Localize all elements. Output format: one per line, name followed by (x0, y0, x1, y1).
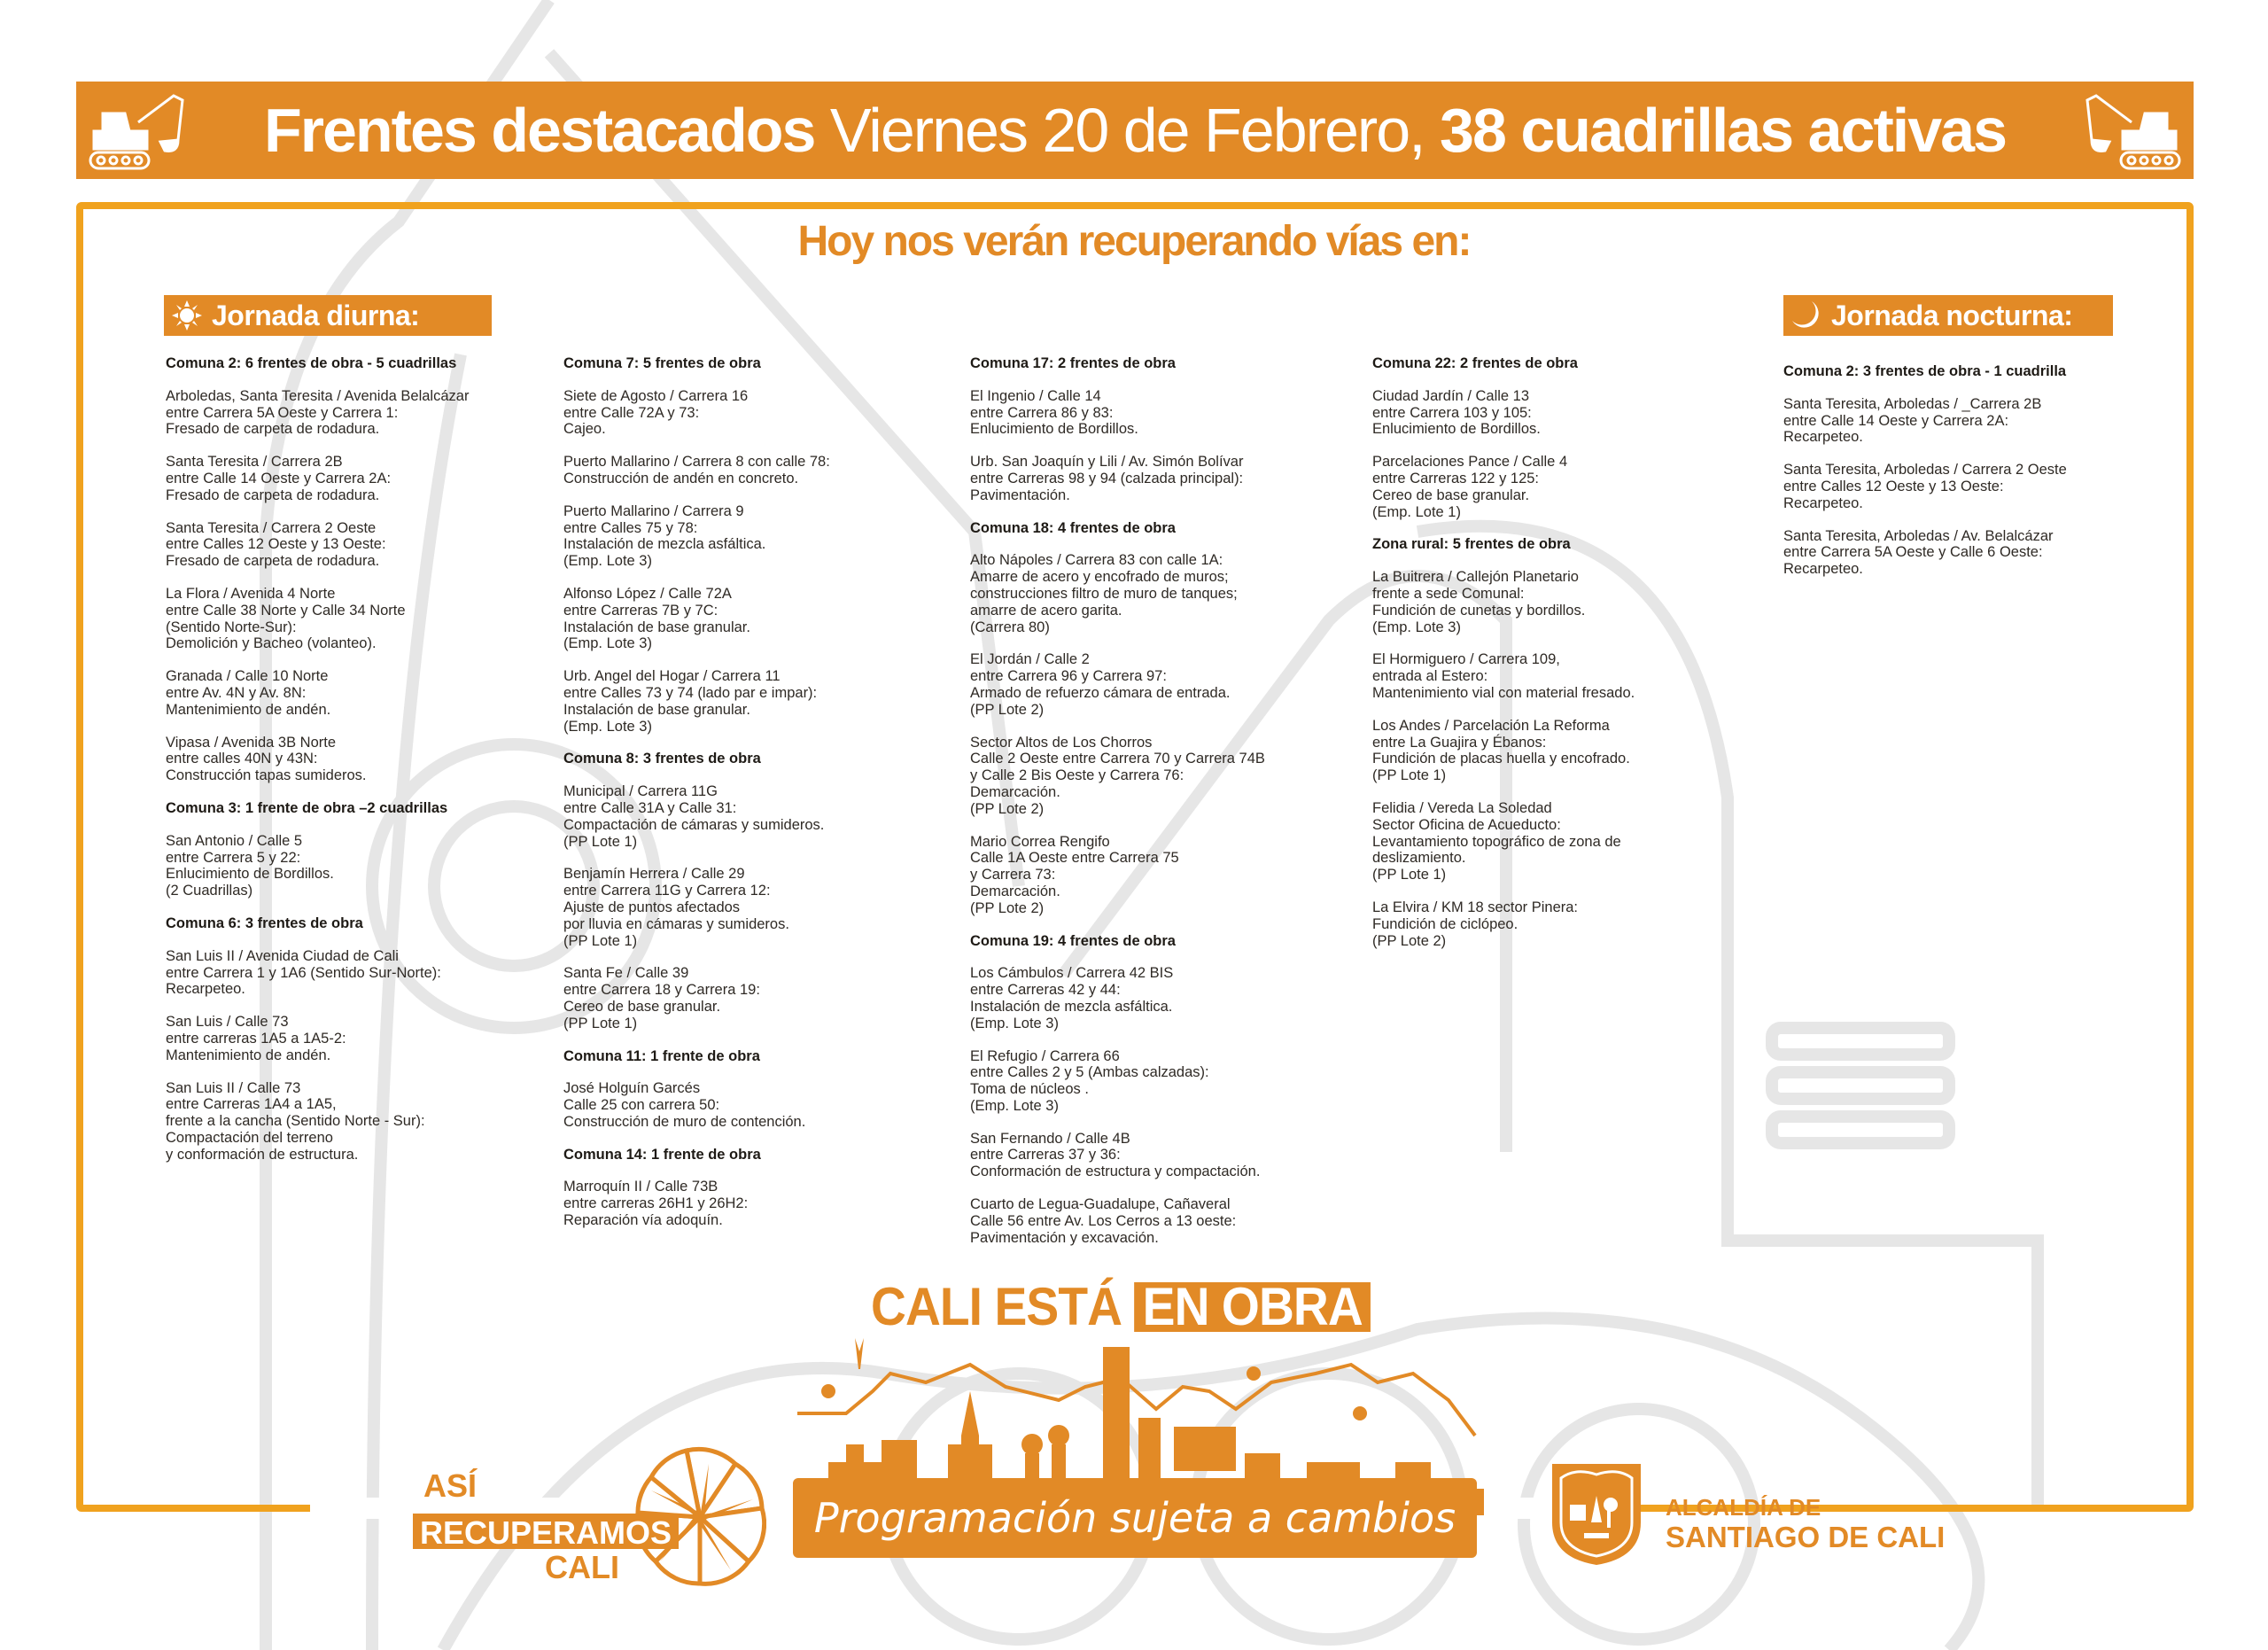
work-front-line: Fresado de carpeta de rodadura. (166, 421, 380, 438)
excavator-icon (85, 87, 191, 174)
campaign-title (871, 1276, 1371, 1337)
work-front-line: Puerto Mallarino / Carrera 8 con calle 78: (563, 454, 830, 471)
cali-esta-en-obra-logo (793, 1276, 1484, 1560)
alcaldia-line-1: ALCALDÍA DE (1666, 1494, 1821, 1521)
work-front-line: Los Cámbulos / Carrera 42 BIS (970, 965, 1174, 982)
work-front-item (563, 1179, 830, 1228)
work-front-item (166, 520, 469, 570)
work-front-line: y Calle 2 Bis Oeste y Carrera 76: (970, 767, 1184, 784)
work-front-line: entre Calle 31A y Calle 31: (563, 799, 737, 816)
comuna-title: Comuna 8: 3 frentes de obra (563, 751, 761, 767)
comuna-group (970, 933, 1265, 1247)
work-front-line: La Elvira / KM 18 sector Pinera: (1372, 899, 1579, 915)
work-front-line: (Emp. Lote 3) (970, 1015, 1059, 1031)
work-front-line: entre Carreras 42 y 44: (970, 982, 1121, 999)
work-front-line: Armado de refuerzo cámara de entrada. (970, 684, 1231, 701)
work-front-item (970, 735, 1265, 818)
work-front-line: Conformación de estructura y compactación. (970, 1164, 1261, 1180)
work-front-item (563, 586, 830, 652)
work-front-line: Ajuste de puntos afectados (563, 899, 741, 915)
work-front-line: Benjamín Herrera / Calle 29 (563, 866, 745, 883)
work-front-item (563, 866, 830, 949)
work-front-line: (Emp. Lote 3) (563, 553, 652, 570)
comuna-title: Comuna 6: 3 frentes de obra (166, 915, 363, 931)
alcaldia-line-2: SANTIAGO DE CALI (1666, 1521, 1946, 1553)
work-front-line: Recarpeteo. (166, 981, 245, 998)
work-front-line: Los Andes / Parcelación La Reforma (1372, 717, 1610, 734)
work-front-item (970, 965, 1265, 1031)
comuna-group (563, 1147, 830, 1229)
work-front-line: entre Carrera 5A Oeste y Calle 6 Oeste: (1783, 544, 2043, 561)
work-front-line: Construcción de andén en concreto. (563, 470, 799, 486)
work-front-line: Instalación de mezcla asfáltica. (970, 998, 1173, 1015)
work-front-line: entre Carreras 37 y 36: (970, 1147, 1121, 1164)
sun-icon (171, 300, 203, 331)
work-front-line: San Luis / Calle 73 (166, 1014, 289, 1031)
work-front-line: Parcelaciones Pance / Calle 4 (1372, 454, 1568, 471)
work-front-line: entre Carreras 1A4 a 1A5, (166, 1096, 337, 1113)
comuna-title: Comuna 18: 4 frentes de obra (970, 519, 1176, 536)
work-front-line: (PP Lote 2) (970, 899, 1045, 916)
campaign-title-part1: CALI ESTÁ (871, 1277, 1135, 1336)
comuna-group (1783, 363, 2067, 578)
work-front-line: Santa Teresita, Arboledas / Av. Belalcázar (1783, 527, 2054, 544)
work-front-line: Fresado de carpeta de rodadura. (166, 486, 380, 503)
work-front-line: entre La Guajira y Ébanos: (1372, 734, 1547, 751)
work-front-line: Sector Altos de Los Chorros (970, 734, 1153, 751)
work-front-line: Cajeo. (563, 421, 606, 438)
comuna-title: Comuna 22: 2 frentes de obra (1372, 355, 1578, 371)
work-front-line: por lluvia en cámaras y sumideros. (563, 915, 789, 932)
comuna-group (166, 355, 469, 784)
page-title (264, 95, 2006, 166)
campaign-title-part2: EN OBRA (1134, 1282, 1371, 1332)
work-front-line: Mantenimiento de andén. (166, 1047, 331, 1063)
night-shift-label (1783, 295, 2113, 336)
work-front-line: Fundición de cunetas y bordillos. (1372, 602, 1586, 619)
work-front-line: Recarpeteo. (1783, 561, 1863, 578)
work-front-line: Cereo de base granular. (1372, 486, 1530, 503)
work-front-line: entre Carreras 122 y 125: (1372, 470, 1540, 486)
work-front-line: entre Calle 14 Oeste y Carrera 2A: (1783, 412, 2009, 429)
work-front-item (166, 454, 469, 503)
comuna-title: Comuna 3: 1 frente de obra –2 cuadrillas (166, 799, 448, 816)
work-front-line: entre Carrera 5 y 22: (166, 849, 301, 866)
night-column (1783, 363, 2067, 594)
work-front-line: Urb. Angel del Hogar / Carrera 11 (563, 668, 781, 685)
comuna-title: Comuna 14: 1 frente de obra (563, 1146, 761, 1163)
work-front-line: Instalación de base granular. (563, 619, 750, 635)
work-front-item (970, 651, 1265, 718)
work-front-line: (Sentido Norte-Sur): (166, 619, 297, 635)
day-shift-label (164, 295, 492, 336)
work-front-line: (PP Lote 2) (970, 701, 1045, 718)
work-front-line: Vipasa / Avenida 3B Norte (166, 734, 337, 751)
work-front-line: (2 Cuadrillas) (166, 883, 253, 899)
work-front-item (1372, 651, 1635, 701)
day-column-2 (563, 355, 830, 1245)
work-front-line: Arboledas, Santa Teresita / Avenida Belalcázar (166, 387, 470, 404)
work-front-item (166, 1014, 469, 1063)
comuna-title: Comuna 2: 6 frentes de obra - 5 cuadrillas (166, 355, 457, 371)
asi-line-2: RECUPERAMOS (420, 1514, 672, 1551)
work-front-line: entre carreras 26H1 y 26H2: (563, 1195, 749, 1212)
work-front-line: entre Calles 12 Oeste y 13 Oeste: (166, 536, 386, 553)
comuna-group (970, 520, 1265, 917)
work-front-line: entre Carrera 86 y 83: (970, 404, 1114, 421)
work-front-line: (PP Lote 1) (563, 932, 638, 949)
work-front-line: Pavimentación y excavación. (970, 1229, 1159, 1246)
work-front-line: entre Av. 4N y Av. 8N: (166, 684, 307, 701)
work-front-line: entrada al Estero: (1372, 668, 1488, 685)
asi-line-1: ASÍ (423, 1467, 478, 1504)
title-crews: 38 cuadrillas activas (1440, 96, 2007, 165)
header-banner (76, 82, 2194, 179)
work-front-line: San Fernando / Calle 4B (970, 1130, 1130, 1147)
work-front-item (166, 388, 469, 438)
work-front-item (1783, 396, 2067, 446)
day-column-4 (1372, 355, 1635, 965)
work-front-line: Puerto Mallarino / Carrera 9 (563, 502, 744, 519)
work-front-line: Mario Correa Rengifo (970, 833, 1110, 850)
excavator-icon (2078, 87, 2185, 174)
work-front-item (970, 1048, 1265, 1115)
work-front-item (1783, 528, 2067, 578)
work-front-line: Calle 1A Oeste entre Carrera 75 (970, 850, 1179, 867)
work-front-item (970, 1131, 1265, 1180)
work-front-line: El Hormiguero / Carrera 109, (1372, 651, 1560, 668)
work-front-line: Alto Nápoles / Carrera 83 con calle 1A: (970, 552, 1223, 569)
work-front-line: Fundición de ciclópeo. (1372, 915, 1518, 932)
work-front-line: Santa Teresita, Arboledas / Carrera 2 Oeste (1783, 462, 2067, 479)
comuna-group (563, 1048, 830, 1131)
work-front-line: Demarcación. (970, 783, 1060, 800)
work-front-line: La Flora / Avenida 4 Norte (166, 585, 336, 602)
comuna-title: Comuna 2: 3 frentes de obra - 1 cuadrilla (1783, 363, 2067, 379)
work-front-line: José Holguín Garcés (563, 1080, 701, 1097)
work-front-line: Toma de núcleos . (970, 1081, 1089, 1098)
work-front-line: Cereo de base granular. (563, 998, 721, 1015)
work-front-item (1372, 388, 1635, 438)
work-front-line: Municipal / Carrera 11G (563, 783, 718, 800)
work-front-line: (Emp. Lote 3) (970, 1097, 1059, 1114)
work-front-line: entre Calles 2 y 5 (Ambas calzadas): (970, 1064, 1209, 1081)
work-front-line: El Jordán / Calle 2 (970, 651, 1090, 668)
work-front-line: Instalación de base granular. (563, 701, 750, 718)
work-front-line: Santa Teresita, Arboledas / _Carrera 2B (1783, 395, 2042, 412)
work-front-item (563, 388, 830, 438)
comuna-title: Comuna 19: 4 frentes de obra (970, 932, 1176, 949)
work-front-line: entre Calles 73 y 74 (lado par e impar): (563, 684, 818, 701)
work-front-line: Calle 2 Oeste entre Carrera 70 y Carrera 74B (970, 751, 1265, 767)
work-front-line: Sector Oficina de Acueducto: (1372, 816, 1561, 833)
night-shift-title: Jornada nocturna: (1831, 299, 2073, 331)
work-front-line: (Emp. Lote 3) (1372, 619, 1461, 635)
work-front-line: Enlucimiento de Bordillos. (1372, 421, 1541, 438)
title-date: Viernes 20 de Febrero, (814, 96, 1441, 165)
work-front-line: entre Carrera 1 y 1A6 (Sentido Sur-Norte): (166, 964, 441, 981)
work-front-item (1783, 462, 2067, 511)
comuna-title: Comuna 7: 5 frentes de obra (563, 355, 761, 371)
comuna-group (1372, 355, 1635, 520)
work-front-line: construcciones filtro de muro de tanques; (970, 585, 1238, 602)
work-front-line: Demolición y Bacheo (volanteo). (166, 635, 377, 652)
work-front-line: El Ingenio / Calle 14 (970, 387, 1101, 404)
work-front-item (166, 1080, 469, 1164)
work-front-line: (PP Lote 2) (970, 800, 1045, 817)
work-front-line: frente a sede Comunal: (1372, 585, 1525, 602)
work-front-line: La Buitrera / Callejón Planetario (1372, 569, 1579, 586)
work-front-line: Levantamiento topográfico de zona de (1372, 833, 1621, 850)
work-front-line: Mantenimiento vial con material fresado. (1372, 684, 1635, 701)
work-front-line: entre Calle 14 Oeste y Carrera 2A: (166, 470, 392, 486)
work-front-line: San Luis II / Avenida Ciudad de Cali (166, 947, 399, 964)
work-front-line: San Luis II / Calle 73 (166, 1079, 301, 1096)
work-front-line: (PP Lote 1) (563, 833, 638, 850)
day-column-1 (166, 355, 469, 1179)
work-front-line: Construcción de muro de contención. (563, 1113, 806, 1130)
work-front-item (563, 503, 830, 570)
work-front-line: (PP Lote 1) (1372, 867, 1447, 883)
work-front-line: y conformación de estructura. (166, 1146, 359, 1163)
work-front-line: Santa Teresita / Carrera 2 Oeste (166, 519, 377, 536)
work-front-item (1372, 899, 1635, 949)
work-front-line: entre Carreras 7B y 7C: (563, 602, 718, 619)
work-front-item (166, 948, 469, 998)
subtitle: Hoy nos verán recuperando vías en: (797, 218, 1471, 265)
work-front-item (563, 668, 830, 735)
work-front-line: Pavimentación. (970, 486, 1070, 503)
work-front-item (1372, 718, 1635, 784)
work-front-item (166, 735, 469, 784)
comuna-group (970, 355, 1265, 504)
work-front-item (563, 1080, 830, 1130)
comuna-group (1372, 536, 1635, 949)
work-front-line: Recarpeteo. (1783, 429, 1863, 446)
work-front-line: Cuarto de Legua-Guadalupe, Cañaveral (970, 1196, 1231, 1213)
work-front-line: (PP Lote 2) (1372, 932, 1447, 949)
comuna-group (563, 355, 830, 735)
work-front-item (1372, 569, 1635, 635)
work-front-line: Fresado de carpeta de rodadura. (166, 553, 380, 570)
work-front-item (563, 783, 830, 850)
work-front-line: Granada / Calle 10 Norte (166, 668, 329, 685)
work-front-line: entre Carrera 18 y Carrera 19: (563, 982, 760, 999)
schedule-notice: Programación sujeta a cambios (793, 1478, 1477, 1558)
work-front-item (970, 1196, 1265, 1246)
work-front-line: entre carreras 1A5 a 1A5-2: (166, 1030, 346, 1047)
comuna-title: Zona rural: 5 frentes de obra (1372, 536, 1571, 553)
work-front-item (563, 454, 830, 487)
work-front-item (970, 552, 1265, 635)
work-front-line: Fundición de placas huella y encofrado. (1372, 751, 1630, 767)
work-front-line: (Carrera 80) (970, 619, 1050, 635)
work-front-line: Amarre de acero y encofrado de muros; (970, 569, 1229, 586)
work-front-line: Compactación del terreno (166, 1129, 333, 1146)
work-front-line: entre Calles 12 Oeste y 13 Oeste: (1783, 478, 2004, 494)
comuna-group (166, 800, 469, 899)
work-front-line: Siete de Agosto / Carrera 16 (563, 387, 749, 404)
work-front-line: entre Carrera 103 y 105: (1372, 404, 1532, 421)
work-front-line: entre Carrera 11G y Carrera 12: (563, 883, 771, 899)
day-shift-title: Jornada diurna: (212, 299, 420, 331)
work-front-item (166, 668, 469, 718)
work-front-line: San Antonio / Calle 5 (166, 832, 303, 849)
work-front-line: Ciudad Jardín / Calle 13 (1372, 387, 1530, 404)
work-front-line: (Emp. Lote 3) (563, 718, 652, 735)
work-front-line: (PP Lote 1) (563, 1015, 638, 1031)
asi-line-3: CALI (545, 1549, 619, 1585)
work-front-line: Alfonso López / Calle 72A (563, 585, 732, 602)
work-front-line: (PP Lote 1) (1372, 767, 1447, 784)
comuna-title: Comuna 17: 2 frentes de obra (970, 355, 1176, 371)
work-front-item (1372, 800, 1635, 883)
work-front-item (970, 454, 1265, 503)
work-front-line: entre Calle 72A y 73: (563, 404, 700, 421)
coat-of-arms-icon (1549, 1460, 1644, 1568)
work-front-line: frente a la cancha (Sentido Norte - Sur): (166, 1113, 425, 1130)
work-front-line: Reparación vía adoquín. (563, 1212, 723, 1229)
work-front-line: entre Calle 38 Norte y Calle 34 Norte (166, 602, 406, 619)
work-front-line: Construcción tapas sumideros. (166, 767, 367, 784)
comuna-group (166, 915, 469, 1164)
work-front-line: amarre de acero garita. (970, 602, 1122, 619)
work-front-item (970, 388, 1265, 438)
day-column-3 (970, 355, 1265, 1262)
comuna-title: Comuna 11: 1 frente de obra (563, 1047, 760, 1064)
work-front-line: (Emp. Lote 1) (1372, 503, 1461, 520)
work-front-item (166, 833, 469, 899)
work-front-line: Calle 56 entre Av. Los Cerros a 13 oeste: (970, 1212, 1237, 1229)
work-front-line: Recarpeteo. (1783, 494, 1863, 511)
work-front-line: y Carrera 73: (970, 867, 1056, 883)
work-front-line: (Emp. Lote 3) (563, 635, 652, 652)
title-highlights: Frentes destacados (263, 96, 815, 165)
work-front-line: Santa Teresita / Carrera 2B (166, 454, 343, 471)
work-front-line: Calle 25 con carrera 50: (563, 1097, 720, 1114)
work-front-line: entre Carrera 96 y Carrera 97: (970, 668, 1167, 685)
work-front-item (970, 834, 1265, 917)
work-front-line: Urb. San Joaquín y Lili / Av. Simón Bolívar (970, 454, 1244, 471)
work-front-line: entre calles 40N y 43N: (166, 751, 318, 767)
work-front-line: Demarcación. (970, 883, 1060, 899)
work-front-line: Santa Fe / Calle 39 (563, 965, 689, 982)
work-front-line: Compactación de cámaras y sumideros. (563, 816, 825, 833)
work-front-line: Enlucimiento de Bordillos. (166, 866, 334, 883)
work-front-line: deslizamiento. (1372, 850, 1466, 867)
work-front-line: entre Carrera 5A Oeste y Carrera 1: (166, 404, 399, 421)
work-front-line: Marroquín II / Calle 73B (563, 1179, 718, 1195)
work-front-item (1372, 454, 1635, 520)
work-front-line: Mantenimiento de andén. (166, 701, 331, 718)
work-front-line: entre Carreras 98 y 94 (calzada principal): (970, 470, 1244, 486)
work-front-item (563, 965, 830, 1031)
asi-recuperamos-cali-logo (408, 1436, 762, 1586)
work-front-line: El Refugio / Carrera 66 (970, 1047, 1120, 1064)
alcaldia-logo (1542, 1460, 1946, 1576)
moon-icon (1790, 300, 1822, 331)
work-front-item (166, 586, 469, 652)
work-front-line: entre Calles 75 y 78: (563, 519, 698, 536)
work-front-line: Enlucimiento de Bordillos. (970, 421, 1138, 438)
comuna-group (563, 751, 830, 1031)
work-front-line: Instalación de mezcla asfáltica. (563, 536, 766, 553)
work-front-line: Felidia / Vereda La Soledad (1372, 799, 1552, 816)
